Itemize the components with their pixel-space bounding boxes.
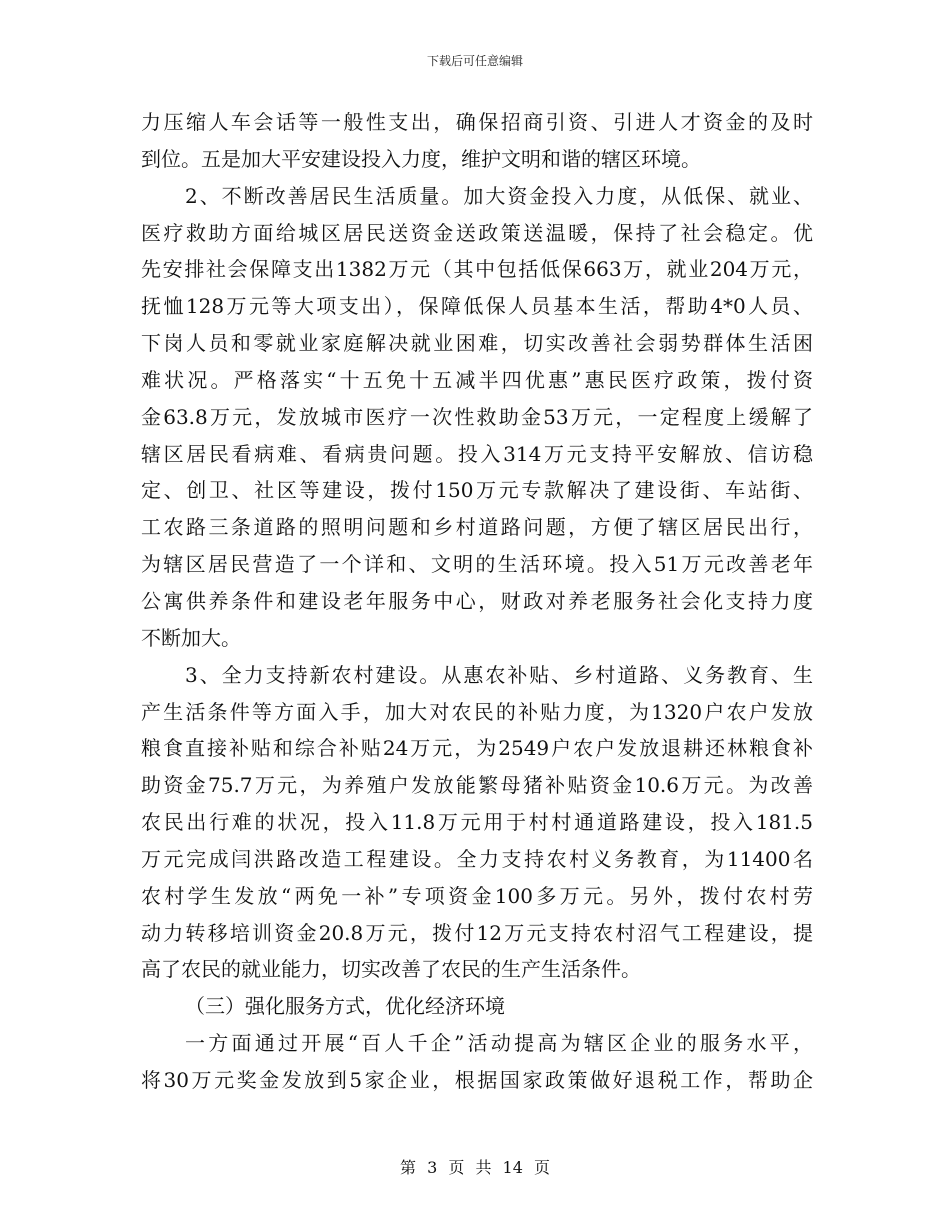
document-body <box>141 104 813 1099</box>
text-line: 抚恤128万元等大项支出），保障低保人员基本生活，帮助4*0人员、 <box>141 294 813 319</box>
text-line: 力压缩人车会话等一般性支出，确保招商引资、引进人才资金的及时 <box>141 110 813 134</box>
text-line: 高了农民的就业能力，切实改善了农民的生产生活条件。 <box>141 957 641 982</box>
text-line: 为辖区居民营造了一个详和、文明的生活环境。投入51万元改善老年 <box>141 552 813 577</box>
text-line: 金63.8万元，发放城市医疗一次性救助金53万元，一定程度上缓解了 <box>141 404 813 429</box>
text-line: 不断加大。 <box>141 625 241 650</box>
section-heading: （三）强化服务方式，优化经济环境 <box>185 994 505 1019</box>
text-line: 3、全力支持新农村建设。从惠农补贴、乡村道路、义务教育、生 <box>185 662 813 687</box>
text-line: 下岗人员和零就业家庭解决就业困难，切实改善社会弱势群体生活困 <box>141 331 813 356</box>
text-line: 将30万元奖金发放到5家企业，根据国家政策做好退税工作，帮助企 <box>141 1067 813 1092</box>
page-header: 下载后可任意编辑 <box>426 54 523 68</box>
text-line: 先安排社会保障支出1382万元（其中包括低保663万，就业204万元， <box>141 257 813 282</box>
text-line: 一方面通过开展“百人千企”活动提高为辖区企业的服务水平， <box>185 1031 813 1056</box>
text-line: 助资金75.7万元，为养殖户发放能繁母猪补贴资金10.6万元。为改善 <box>141 773 813 798</box>
text-line: 万元完成闫洪路改造工程建设。全力支持农村义务教育，为11400名 <box>141 846 813 871</box>
text-line: 农民出行难的状况，投入11.8万元用于村村通道路建设，投入181.5 <box>141 810 813 835</box>
text-line: 难状况。严格落实“十五免十五减半四优惠”惠民医疗政策，拨付资 <box>141 367 813 392</box>
text-line: 定、创卫、社区等建设，拨付150万元专款解决了建设街、车站街、 <box>141 478 813 503</box>
text-line: 2、不断改善居民生活质量。加大资金投入力度，从低保、就业、 <box>185 183 813 208</box>
page-footer: 第 3 页 共 14 页 <box>400 1158 550 1177</box>
text-line: 医疗救助方面给城区居民送资金送政策送温暖，保持了社会稳定。优 <box>141 220 813 245</box>
text-line: 到位。五是加大平安建设投入力度，维护文明和谐的辖区环境。 <box>141 146 701 171</box>
text-line: 动力转移培训资金20.8万元，拨付12万元支持农村沼气工程建设，提 <box>141 920 813 945</box>
text-line: 产生活条件等方面入手，加大对农民的补贴力度，为1320户农户发放 <box>141 699 813 724</box>
text-line: 辖区居民看病难、看病贵问题。投入314万元支持平安解放、信访稳 <box>141 441 813 466</box>
text-line: 农村学生发放“两免一补”专项资金100多万元。另外，拨付农村劳 <box>141 883 813 908</box>
text-line: 粮食直接补贴和综合补贴24万元，为2549户农户发放退耕还林粮食补 <box>141 736 813 761</box>
text-line: 公寓供养条件和建设老年服务中心，财政对养老服务社会化支持力度 <box>141 588 813 613</box>
text-line: 工农路三条道路的照明问题和乡村道路问题，方便了辖区居民出行， <box>141 515 813 540</box>
